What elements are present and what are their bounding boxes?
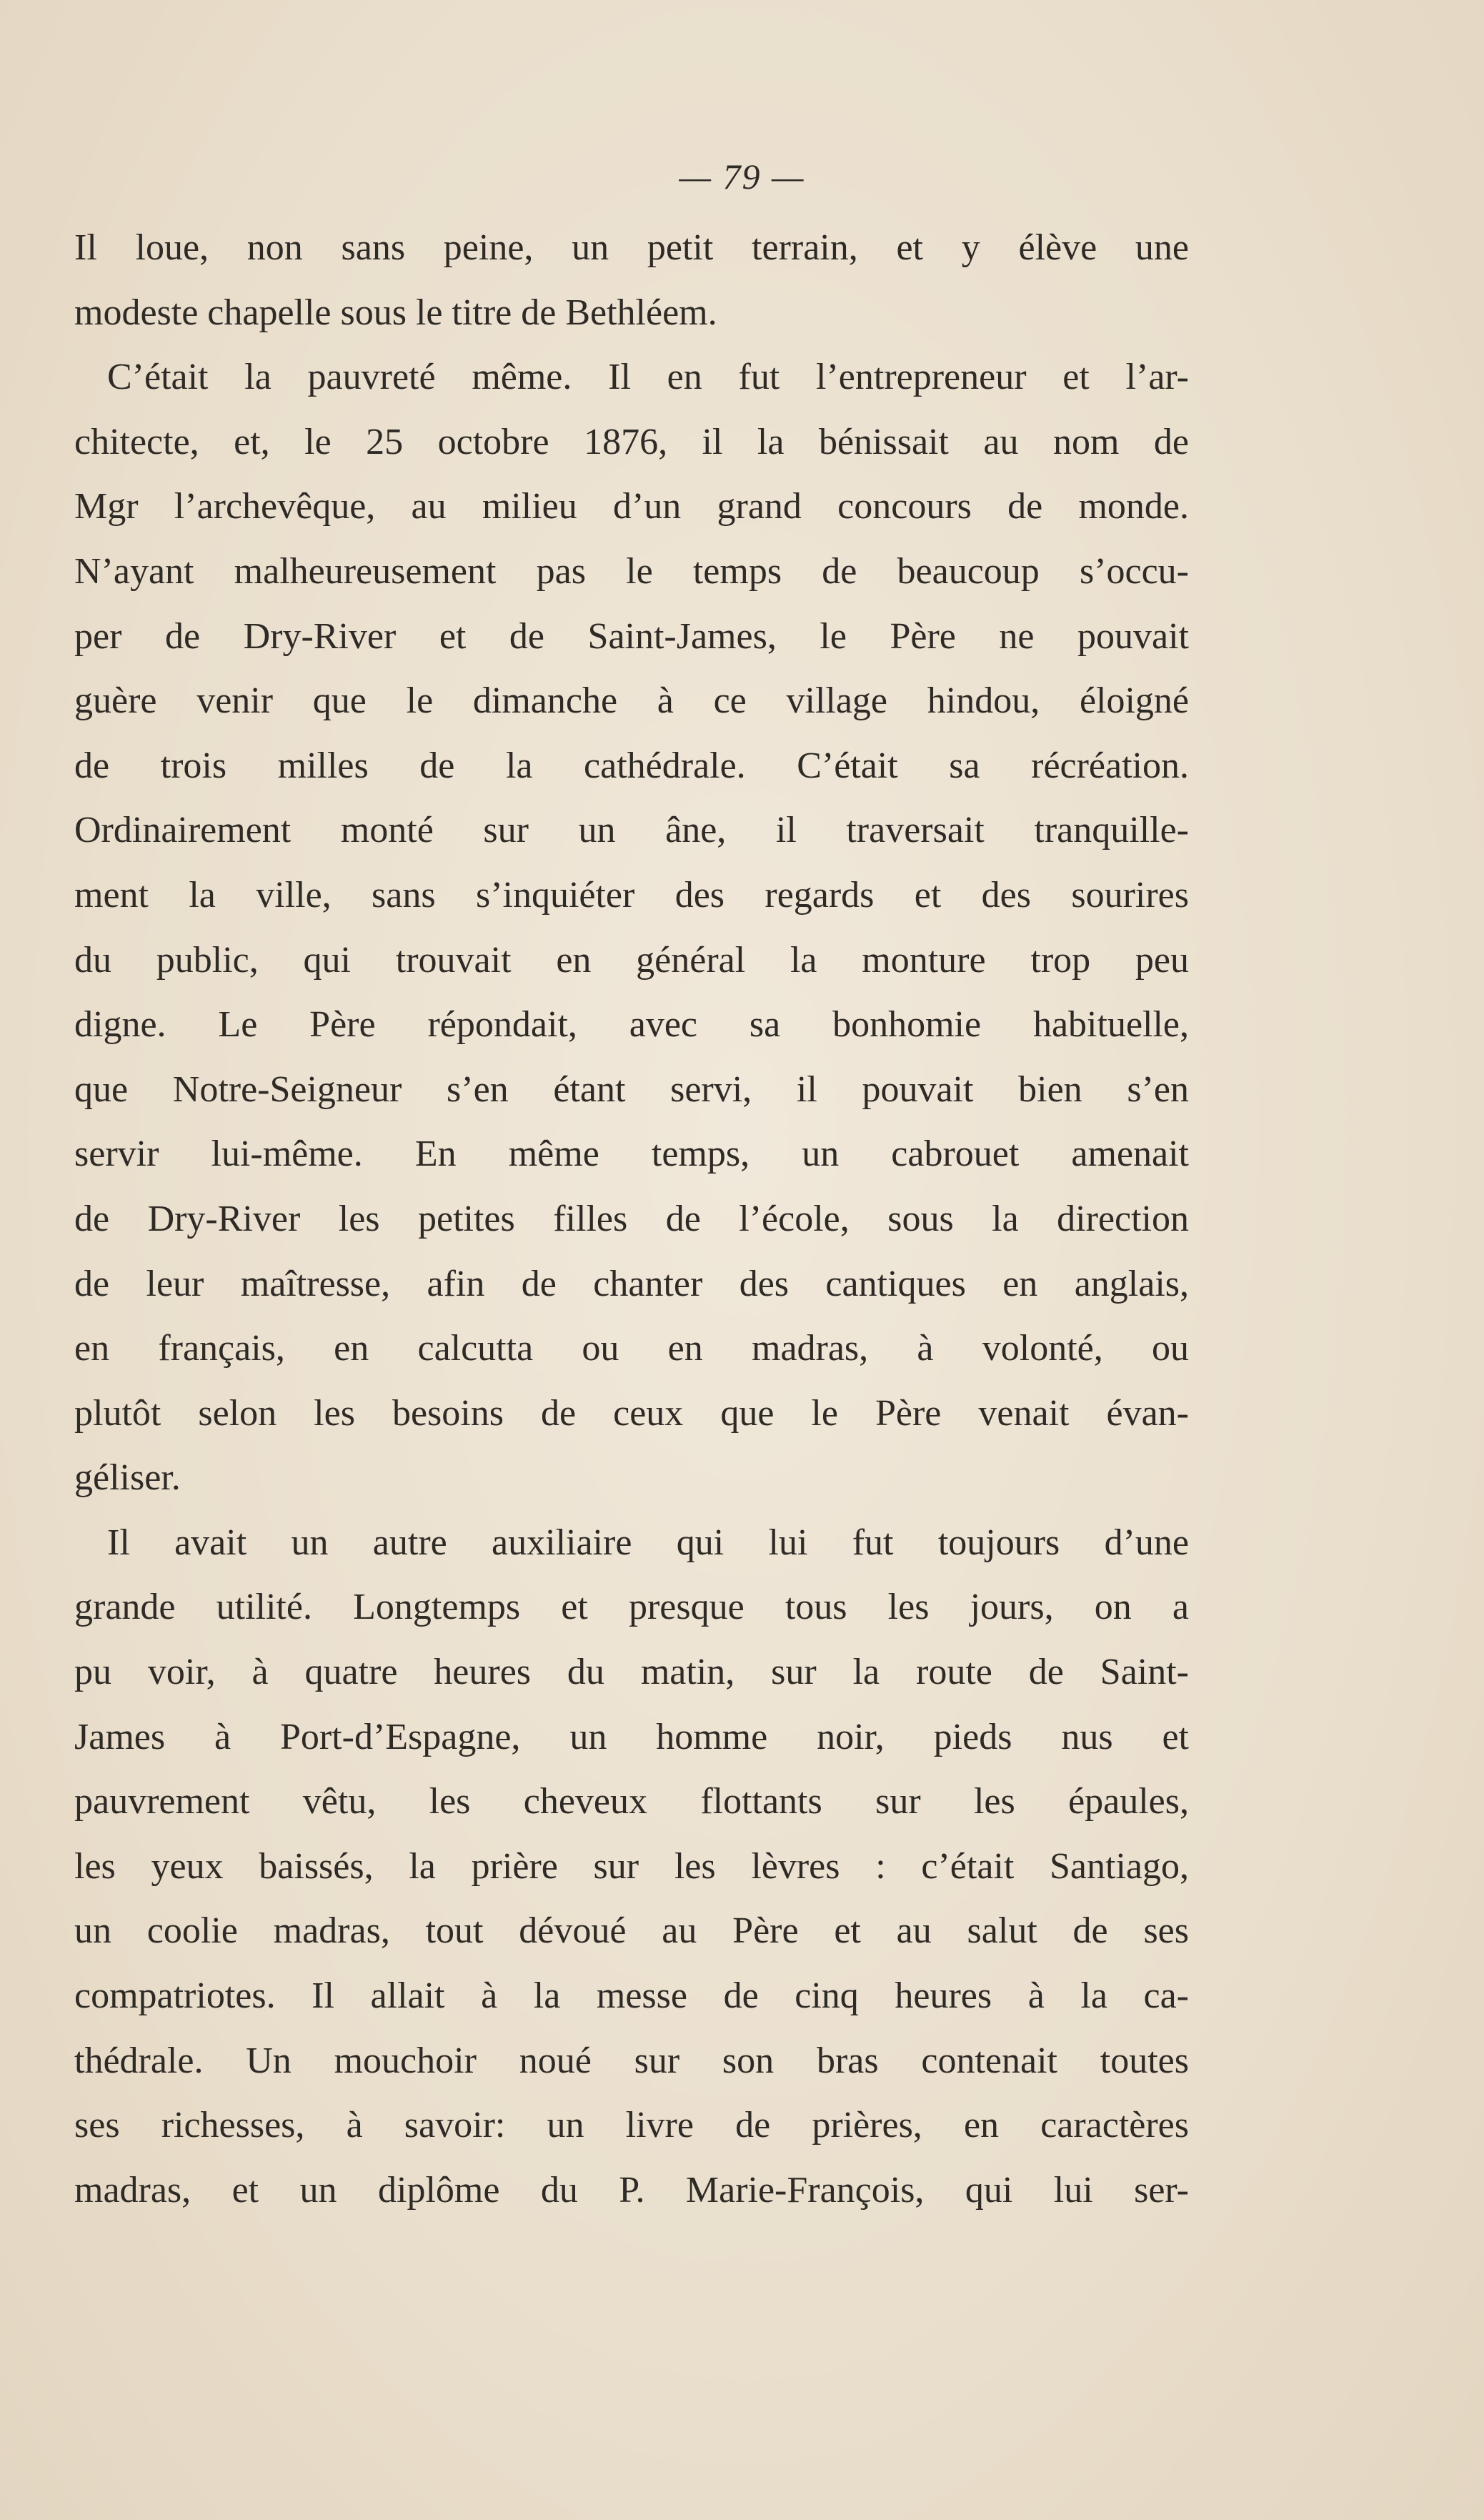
text-line: grande utilité. Longtemps et presque tous les jours, on a xyxy=(74,1587,1189,1628)
text-line: pauvrement vêtu, les cheveux flottants sur les épaules, xyxy=(74,1781,1189,1822)
text-line: les yeux baissés, la prière sur les lèvres : c’était Santiago, xyxy=(74,1845,1189,1887)
text-line: N’ayant malheureusement pas le temps de beaucoup s’occu- xyxy=(74,550,1189,592)
text-line: modeste chapelle sous le titre de Bethléem. xyxy=(74,292,717,333)
text-line: servir lui-même. En même temps, un cabrouet amenait xyxy=(74,1133,1189,1175)
text-line: chitecte, et, le 25 octobre 1876, il la bénissait au nom de xyxy=(74,421,1189,462)
paragraph-2 xyxy=(74,345,1189,1511)
text-line: ses richesses, à savoir: un livre de prières, en caractères xyxy=(74,2105,1189,2146)
text-line: thédrale. Un mouchoir noué sur son bras contenait toutes xyxy=(74,2040,1189,2081)
text-line: James à Port-d’Espagne, un homme noir, pieds nus et xyxy=(74,1716,1189,1757)
text-line: digne. Le Père répondait, avec sa bonhomie habituelle, xyxy=(74,1004,1189,1046)
text-line: du public, qui trouvait en général la monture trop peu xyxy=(74,939,1189,981)
text-line: madras, et un diplôme du P. Marie-François, qui lui ser- xyxy=(74,2169,1189,2211)
text-line: Mgr l’archevêque, au milieu d’un grand concours de monde. xyxy=(74,486,1189,527)
text-line: compatriotes. Il allait à la messe de cinq heures à la ca- xyxy=(74,1975,1189,2017)
text-line: de trois milles de la cathédrale. C’était sa récréation. xyxy=(74,745,1189,786)
text-line: Il avait un autre auxiliaire qui lui fut toujours d’une xyxy=(107,1522,1189,1563)
text-line: Ordinairement monté sur un âne, il traversait tranquille- xyxy=(74,810,1189,851)
body-text xyxy=(74,216,1189,2223)
text-line: que Notre-Seigneur s’en étant servi, il pouvait bien s’en xyxy=(74,1068,1189,1110)
text-line: per de Dry-River et de Saint-James, le Père ne pouvait xyxy=(74,615,1189,657)
text-line: en français, en calcutta ou en madras, à volonté, ou xyxy=(74,1328,1189,1369)
text-line: ment la ville, sans s’inquiéter des regards et des sourires xyxy=(74,874,1189,916)
text-line: Il loue, non sans peine, un petit terrain, et y élève une xyxy=(74,227,1189,268)
paragraph-1 xyxy=(74,216,1189,345)
text-line: guère venir que le dimanche à ce village hindou, éloigné xyxy=(74,680,1189,722)
text-line: plutôt selon les besoins de ceux que le Père venait évan- xyxy=(74,1392,1189,1434)
text-line: pu voir, à quatre heures du matin, sur la route de Saint- xyxy=(74,1652,1189,1693)
text-line: de Dry-River les petites filles de l’école, sous la direction xyxy=(74,1198,1189,1239)
text-line: C’était la pauvreté même. Il en fut l’entrepreneur et l’ar- xyxy=(107,357,1189,398)
paragraph-3 xyxy=(74,1511,1189,2223)
page-number: — 79 — xyxy=(679,157,805,197)
text-line: géliser. xyxy=(74,1457,181,1499)
text-line: de leur maîtresse, afin de chanter des cantiques en anglais, xyxy=(74,1263,1189,1304)
text-line: un coolie madras, tout dévoué au Père et au salut de ses xyxy=(74,1910,1189,1952)
